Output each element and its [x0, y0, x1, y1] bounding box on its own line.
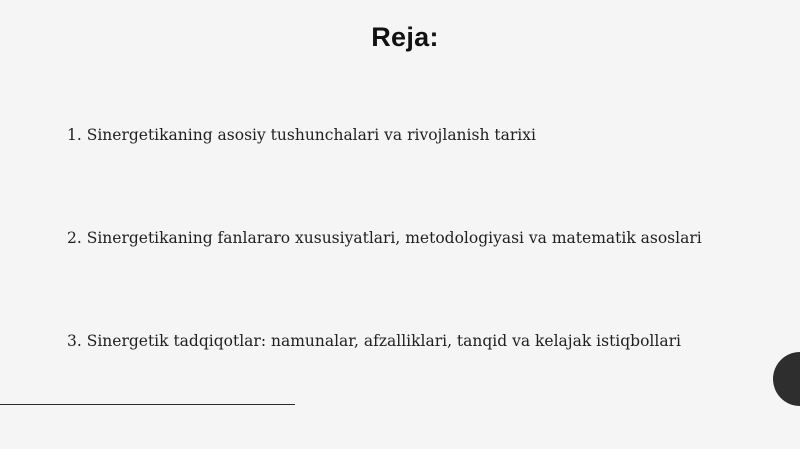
plan-item-3: 3. Sinergetik tadqiqotlar: namunalar, afzalliklari, tanqid va kelajak istiqbollari — [67, 332, 681, 350]
plan-item-2: 2. Sinergetikaning fanlararo xususiyatlari, metodologiyasi va matematik asoslari — [67, 229, 702, 247]
slide-nav-circle-button[interactable] — [773, 352, 800, 406]
decorative-divider-line — [0, 404, 295, 405]
slide-title: Reja: — [371, 22, 439, 52]
plan-item-1: 1. Sinergetikaning asosiy tushunchalari va rivojlanish tarixi — [67, 126, 536, 144]
